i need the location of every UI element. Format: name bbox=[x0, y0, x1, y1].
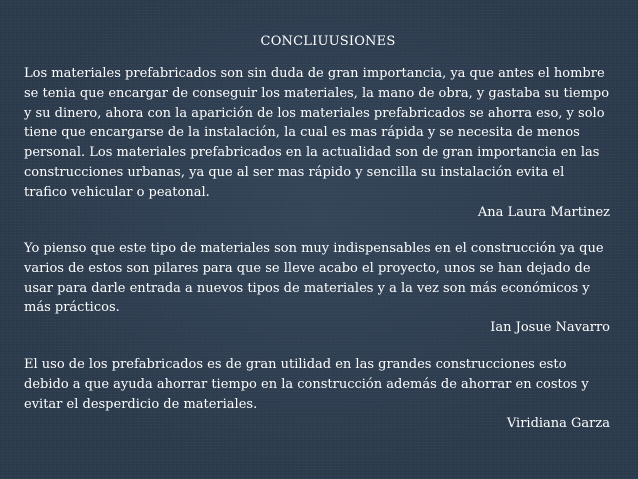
author-name: Viridiana Garza bbox=[506, 416, 610, 432]
conclusion-section-2 bbox=[24, 239, 610, 338]
conclusion-paragraph: Los materiales prefabricados son sin duda de gran importancia, ya que antes el hombre se tenia que encargar de conseguir los materiales, la mano de obra, y gastaba su tiempo y su dinero, ahora con la aparición de los materiales prefabricados se ahorra eso, y solo tiene que encargarse de la instalación, la cual es mas rápida y se necesita de menos personal. Los materiales prefabricados en la actualidad son de gran importancia en las construcciones urbanas, ya que al ser mas rápido y sencilla su instalación evita el trafico vehicular o peatonal. bbox=[24, 66, 610, 200]
conclusion-section-1 bbox=[24, 64, 610, 222]
slide-title-text: CONCLIUUSIONES bbox=[260, 34, 396, 49]
conclusion-section-3 bbox=[24, 355, 610, 434]
conclusion-paragraph: Yo pienso que este tipo de materiales son muy indispensables en el construcción ya que varios de estos son pilares para que se lleve acabo el proyecto, unos se han dejado de usar para darle entrada a nuevos tipos de materiales y a la vez son más económicos y más prácticos. bbox=[24, 241, 604, 316]
author-name: Ian Josue Navarro bbox=[490, 320, 610, 336]
conclusion-paragraph: El uso de los prefabricados es de gran utilidad en las grandes construcciones esto debido a que ayuda ahorrar tiempo en la construcción además de ahorrar en costos y evitar el desperdicio de materiales. bbox=[24, 357, 589, 412]
author-name: Ana Laura Martinez bbox=[477, 204, 610, 220]
slide-title bbox=[0, 34, 638, 50]
